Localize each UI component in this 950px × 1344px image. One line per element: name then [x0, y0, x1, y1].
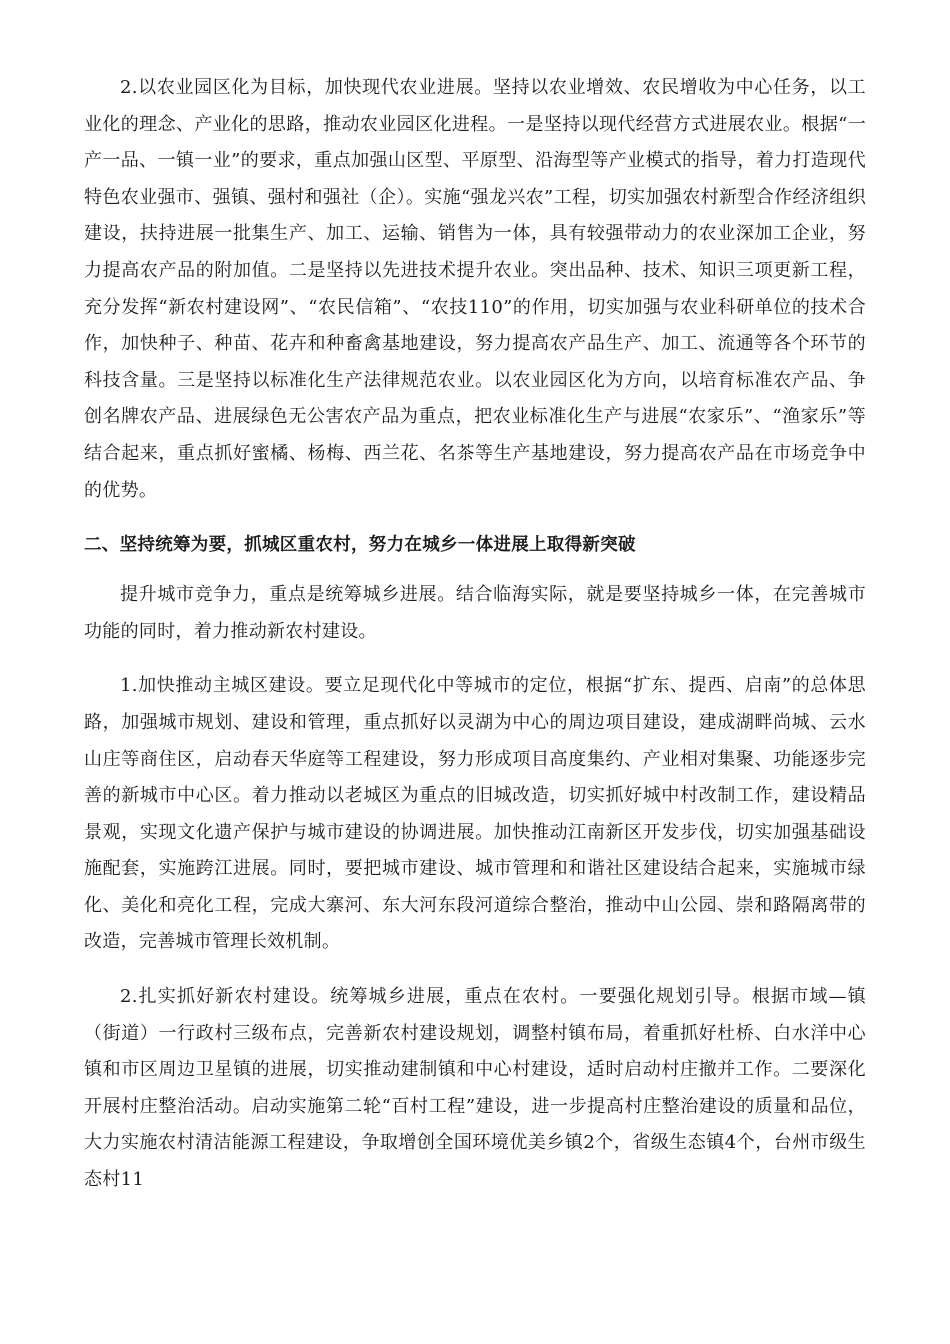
spacer — [84, 650, 866, 668]
section-heading: 二、坚持统筹为要，抓城区重农村，努力在城乡一体进展上取得新突破 — [84, 535, 636, 556]
document-page — [84, 70, 866, 1199]
paragraph-main-city: 1.加快推动主城区建设。要立足现代化中等城市的定位，根据“扩东、提西、启南”的总体思路，加强城市规划、建设和管理，重点抓好以灵湖为中心的周边项目建设，建成湖畔尚城、云水山庄等商住区，启动春天华庭等工程建设，努力形成项目高度集约、产业相对集聚、功能逐步完善的新城市中心区。着力推动以老城区为重点的旧城改造，切实抓好城中村改制工作，建设精品景观，实现文化遗产保护与城市建设的协调进展。加快推动江南新区开发步伐，切实加强基础设施配套，实施跨江进展。同时，要把城市建设、城市管理和和谐社区建设结合起来，实施城市绿化、美化和亮化工程，完成大寨河、东大河东段河道综合整治，推动中山公园、崇和路隔离带的改造，完善城市管理长效机制。 — [84, 675, 866, 953]
spacer — [84, 509, 866, 527]
paragraph-new-countryside: 2.扎实抓好新农村建设。统筹城乡进展，重点在农村。一要强化规划引导。根据市域—镇（街道）一行政村三级布点，完善新农村建设规划，调整村镇布局，着重抓好杜桥、白水洋中心镇和市区周边卫星镇的进展，切实推动建制镇和中心村建设，适时启动村庄撤并工作。二要深化开展村庄整治活动。启动实施第二轮“百村工程”建设，进一步提高村庄整治建设的质量和品位，大力实施农村清洁能源工程建设，争取增创全国环境优美乡镇2个，省级生态镇4个，台州市级生态村11 — [84, 986, 866, 1191]
paragraph-agriculture: 2.以农业园区化为目标，加快现代农业进展。坚持以农业增效、农民增收为中心任务，以工业化的理念、产业化的思路，推动农业园区化进程。一是坚持以现代经营方式进展农业。根据“一产一品、一镇一业”的要求，重点加强山区型、平原型、沿海型等产业模式的指导，着力打造现代特色农业强市、强镇、强村和强社（企）。实施“强龙兴农”工程，切实加强农村新型合作经济组织建设，扶持进展一批集生产、加工、运输、销售为一体，具有较强带动力的农业深加工企业，努力提高农产品的附加值。二是坚持以先进技术提升农业。突出品种、技术、知识三项更新工程，充分发挥“新农村建设网”、“农民信箱”、“农技110”的作用，切实加强与农业科研单位的技术合作，加快种子、种苗、花卉和种畜禽基地建设，努力提高农产品生产、加工、流通等各个环节的科技含量。三是坚持以标准化生产法律规范农业。以农业园区化为方向，以培育标准农产品、争创名牌农产品、进展绿色无公害农产品为重点，把农业标准化生产与进展“农家乐”、“渔家乐”等结合起来，重点抓好蜜橘、杨梅、西兰花、名茶等生产基地建设，努力提高农产品在市场竞争中的优势。 — [84, 77, 866, 501]
spacer — [84, 961, 866, 979]
paragraph-intro: 提升城市竞争力，重点是统筹城乡进展。结合临海实际，就是要坚持城乡一体，在完善城市功能的同时，着力推动新农村建设。 — [84, 584, 866, 642]
spacer — [84, 563, 866, 577]
